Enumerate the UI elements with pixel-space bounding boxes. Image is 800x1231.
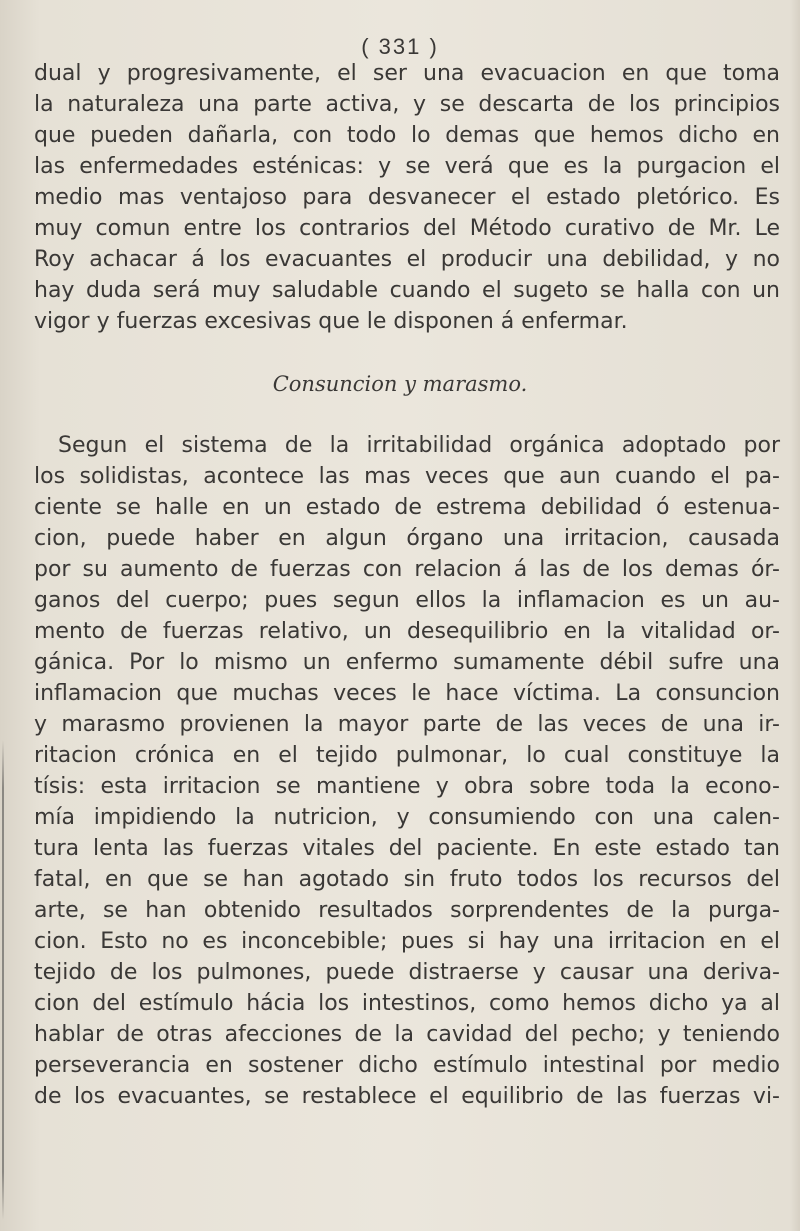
text-line: cion del estímulo hácia los intestinos, como hemos dicho ya al	[34, 991, 780, 1016]
text-line: las enfermedades esténicas: y se verá que es la purgacion el	[34, 154, 780, 179]
paragraph-1	[34, 58, 780, 337]
text-line: vigor y fuerzas excesivas que le disponen á enfermar.	[34, 309, 628, 334]
page-number: ( 331 )	[361, 34, 439, 59]
text-line: la naturaleza una parte activa, y se descarta de los principios	[34, 92, 780, 117]
text-line: mento de fuerzas relativo, un desequilibrio en la vitalidad or-	[34, 619, 780, 644]
text-line: Roy achacar á los evacuantes el producir una debilidad, y no	[34, 247, 780, 272]
text-line: ritacion crónica en el tejido pulmonar, lo cual constituye la	[34, 743, 780, 768]
text-line: inflamacion que muchas veces le hace víctima. La consuncion	[34, 681, 780, 706]
text-line: fatal, en que se han agotado sin fruto todos los recursos del	[34, 867, 780, 892]
text-line: los solidistas, acontece las mas veces que aun cuando el pa-	[34, 464, 780, 489]
text-line: perseverancia en sostener dicho estímulo intestinal por medio	[34, 1053, 780, 1078]
text-line: hay duda será muy saludable cuando el sugeto se halla con un	[34, 278, 780, 303]
section-heading: Consuncion y marasmo.	[272, 372, 528, 396]
text-line: gánica. Por lo mismo un enfermo sumamente débil sufre una	[34, 650, 780, 675]
text-line: cion, puede haber en algun órgano una irritacion, causada	[34, 526, 780, 551]
text-line: de los evacuantes, se restablece el equilibrio de las fuerzas vi-	[34, 1084, 780, 1109]
text-line: arte, se han obtenido resultados sorprendentes de la purga-	[34, 898, 780, 923]
text-line: mía impidiendo la nutricion, y consumiendo con una calen-	[34, 805, 780, 830]
text-line: hablar de otras afecciones de la cavidad del pecho; y teniendo	[34, 1022, 780, 1047]
text-line: ganos del cuerpo; pues segun ellos la inflamacion es un au-	[34, 588, 780, 613]
text-line: medio mas ventajoso para desvanecer el estado pletórico. Es	[34, 185, 780, 210]
paragraph-2	[34, 430, 780, 1112]
text-line: que pueden dañarla, con todo lo demas que hemos dicho en	[34, 123, 780, 148]
text-line: tura lenta las fuerzas vitales del paciente. En este estado tan	[34, 836, 780, 861]
text-line: tejido de los pulmones, puede distraerse y causar una deriva-	[34, 960, 780, 985]
text-line: Segun el sistema de la irritabilidad orgánica adoptado por	[58, 433, 780, 458]
text-line: ciente se halle en un estado de estrema debilidad ó estenua-	[34, 495, 780, 520]
text-line: y marasmo provienen la mayor parte de las veces de una ir-	[34, 712, 780, 737]
text-line: cion. Esto no es inconcebible; pues si hay una irritacion en el	[34, 929, 780, 954]
text-line: por su aumento de fuerzas con relacion á las de los demas ór-	[34, 557, 780, 582]
text-line: dual y progresivamente, el ser una evacuacion en que toma	[34, 61, 780, 86]
text-line: muy comun entre los contrarios del Método curativo de Mr. Le	[34, 216, 780, 241]
text-line: tísis: esta irritacion se mantiene y obra sobre toda la econo-	[34, 774, 780, 799]
page-edge-shadow	[2, 740, 4, 1220]
